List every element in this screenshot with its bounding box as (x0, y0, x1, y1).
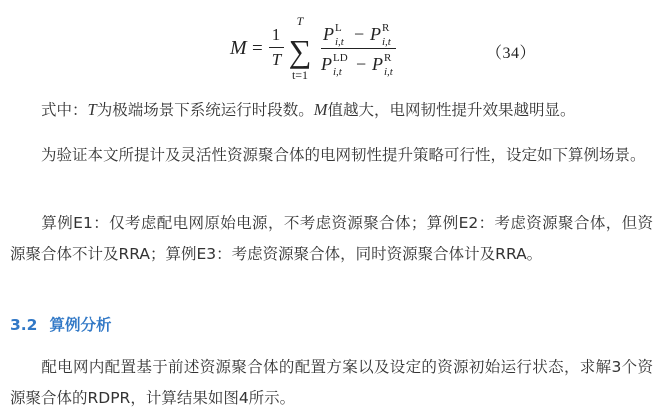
eq-den-minus: − (356, 54, 367, 74)
paragraph-results (10, 352, 653, 414)
eq-den-b-sup: R (384, 52, 392, 64)
eq-num-a-sub: i,t (335, 36, 344, 48)
section-title: 算例分析 (49, 316, 112, 334)
eq-num-minus: − (354, 24, 365, 44)
equation-formula (230, 14, 420, 92)
paragraph3-text: 算例E1：仅考虑配电网原始电源，不考虑资源聚合体；算例E2：考虑资源聚合体，但资源聚合体不计及RRA；算例E3：考虑资源聚合体，同时资源聚合体计及RRA。 (10, 214, 653, 263)
eq-frac-numerator: 1 (271, 25, 281, 44)
equation-number: （34） (486, 45, 537, 62)
eq-equals: = (252, 38, 263, 59)
eq-num-b-sub: i,t (382, 36, 391, 48)
paragraph4-text: 配电网内配置基于前述资源聚合体的配置方案以及设定的资源初始运行状态，求解3个资源聚合体的RDPR，计算结果如图4所示。 (10, 358, 653, 407)
eq-lhs: M (230, 37, 247, 59)
eq-sum-upper: T (296, 14, 304, 28)
equation-34 (0, 14, 663, 92)
paragraph2-text: 为验证本文所提计及灵活性资源聚合体的电网韧性提升策略可行性，设定如下算例场景。 (41, 146, 646, 164)
variable-M: M (313, 100, 328, 119)
eq-den-b: P (372, 54, 383, 74)
eq-den-b-sub: i,t (384, 66, 393, 78)
paragraph-variable-definition (10, 94, 653, 126)
eq-num-a: P (323, 24, 334, 44)
paragraph-case-definitions (10, 208, 653, 270)
paragraph-verification (10, 140, 653, 171)
eq-num-b: P (370, 24, 381, 44)
paragraph1-prefix: 式中： (41, 101, 88, 119)
paragraph1-text-a: 为极端场景下系统运行时段数。 (96, 101, 314, 119)
eq-den-a-sup: LD (333, 52, 348, 64)
eq-frac-denominator: T (271, 50, 282, 69)
eq-num-b-sup: R (382, 22, 390, 34)
paragraph1-text-b: 值越大，电网韧性提升效果越明显。 (327, 101, 576, 119)
eq-den-a: P (321, 54, 332, 74)
eq-num-a-sup: L (335, 22, 342, 34)
section-heading (10, 312, 111, 338)
eq-sum-symbol: ∑ (288, 33, 312, 69)
eq-den-a-sub: i,t (333, 66, 342, 78)
variable-T: T (87, 100, 97, 119)
section-number: 3.2 (10, 316, 38, 334)
eq-sum-lower: t=1 (291, 68, 309, 82)
